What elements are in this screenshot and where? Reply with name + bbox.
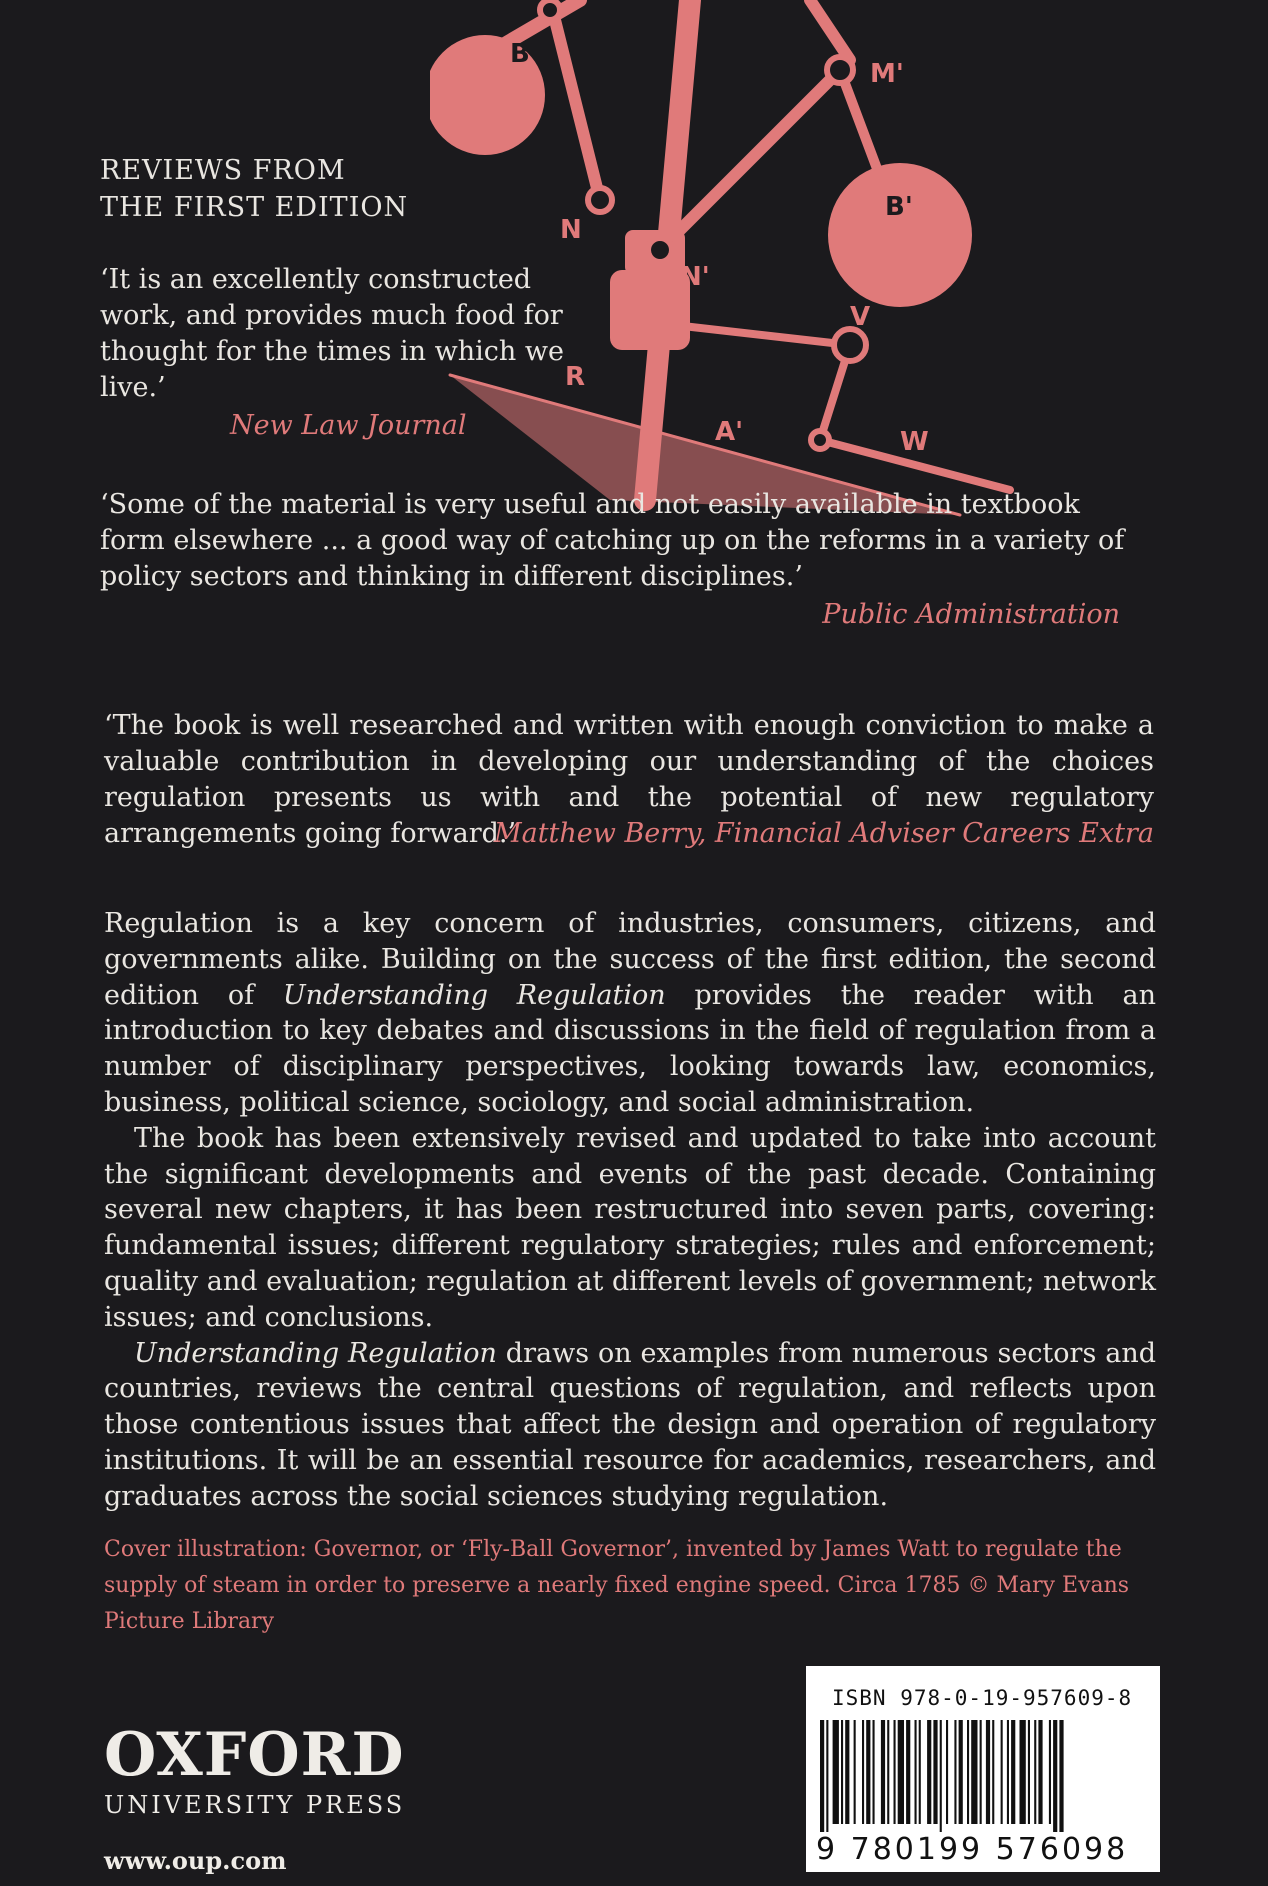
barcode-bar — [927, 1720, 931, 1824]
barcode-bar — [959, 1720, 963, 1824]
label-n-prime: N' — [680, 262, 710, 292]
review-quote: ‘The book is well researched and written with enough conviction to make a valuable contribution in developing our understanding of the choices regulation presents us with and the potential of new regulatory arrangements going forward.’ — [104, 710, 1154, 849]
barcode-bar — [887, 1720, 889, 1824]
publisher-name: OXFORD — [104, 1720, 405, 1790]
barcode-bar — [1053, 1720, 1057, 1832]
reviews-heading-line-2: THE FIRST EDITION — [100, 192, 409, 223]
barcode-bar — [1038, 1720, 1042, 1824]
label-m-prime: M' — [870, 59, 904, 89]
barcode-bar — [1049, 1720, 1051, 1824]
barcode-bar — [986, 1720, 990, 1824]
review-source: Matthew Berry, Financial Adviser Careers Extra — [493, 818, 1154, 849]
barcode-bar — [980, 1720, 982, 1824]
label-r: R — [565, 362, 586, 392]
barcode-bar — [915, 1720, 917, 1824]
barcode-bar — [940, 1720, 942, 1832]
description-text: Regulation is a key concern of industries, consumers, citizens, and governments alike. Building on the success of the first edition, the second edition of — [104, 908, 1156, 1011]
oxford-logo — [104, 1722, 405, 1820]
barcode-bar — [881, 1720, 885, 1824]
review-quote: ‘Some of the material is very useful and not easily available in textbook form elsewhere ... a good way of catching up on the reforms in a variety of policy sectors and thinking in different disciplines.’ — [100, 489, 1125, 592]
barcode-bar — [919, 1720, 921, 1824]
label-b: B — [510, 39, 530, 69]
review-new-law-journal — [100, 262, 570, 444]
label-w: W — [900, 427, 929, 457]
review-public-administration — [100, 487, 1150, 633]
label-n: N — [560, 215, 582, 245]
barcode-bar — [845, 1720, 849, 1824]
barcode-bar — [1007, 1720, 1009, 1824]
barcode-bar — [1001, 1720, 1003, 1824]
cover-illustration-credit: Cover illustration: Governor, or ‘Fly-Ball Governor’, invented by James Watt to regulate the supply of steam in order to preserve a nearly fixed engine speed. Circa 1785 © Mary Evans Picture Library — [104, 1537, 1130, 1634]
isbn-barcode — [806, 1666, 1160, 1872]
description-text: provides the reader with an introduction to key debates and discussions in the field of regulation from a number of disciplinary perspectives, looking towards law, economics, business, political science, sociology, and social administration. — [104, 979, 1156, 1118]
book-description — [104, 906, 1156, 1515]
label-v: V — [850, 302, 871, 332]
publisher-url: www.oup.com — [104, 1846, 287, 1875]
reviews-heading — [100, 152, 408, 226]
barcode-bar — [873, 1720, 875, 1824]
barcode-bar — [854, 1720, 856, 1824]
barcode-bar — [826, 1720, 828, 1832]
barcode-bar — [971, 1720, 977, 1824]
review-source: New Law Journal — [230, 410, 467, 441]
isbn-label: ISBN 978-0-19-957609-8 — [832, 1686, 1133, 1710]
description-paragraph-2: The book has been extensively revised and updated to take into account the significant developments and events of the past decade. Containing several new chapters, it has been restructured into seven parts, covering: fundamental issues; different regulatory strategies; rules and enforcement; quality and evaluation; regulation at different levels of government; network issues; and conclusions. — [104, 1122, 1156, 1333]
description-text: draws on examples from numerous sectors and countries, reviews the central questions of regulation, and reflects upon those contentious issues that affect the design and operation of regulatory institutions. It will be an essential resource for academics, researchers, and graduates across the social sciences studying regulation. — [104, 1337, 1156, 1512]
barcode-bar — [820, 1720, 824, 1832]
barcode-bar — [841, 1720, 843, 1824]
barcode-bars — [820, 1720, 1146, 1832]
label-a-prime: A' — [715, 417, 744, 447]
barcode-bar — [933, 1720, 937, 1824]
barcode-bar — [967, 1720, 969, 1824]
barcode-bar — [898, 1720, 904, 1824]
description-paragraph-1 — [104, 906, 1156, 1121]
barcode-digits: 9 780199 576098 — [816, 1832, 1129, 1867]
barcode-bar — [946, 1720, 948, 1824]
review-source: Public Administration — [822, 599, 1120, 630]
barcode-bar — [1028, 1720, 1030, 1824]
barcode-bar — [954, 1720, 956, 1824]
barcode-bar — [862, 1720, 864, 1824]
barcode-bar — [1020, 1720, 1026, 1824]
description-paragraph-3 — [104, 1336, 1156, 1515]
book-title: Understanding Regulation — [134, 1337, 497, 1369]
review-matthew-berry — [104, 708, 1154, 852]
reviews-heading-line-1: REVIEWS FROM — [100, 155, 346, 186]
barcode-bar — [1011, 1720, 1015, 1824]
label-b-prime: B' — [885, 192, 913, 222]
book-title: Understanding Regulation — [282, 979, 666, 1011]
barcode-bar — [894, 1720, 896, 1824]
publisher-subtitle: UNIVERSITY PRESS — [104, 1791, 406, 1819]
barcode-bar — [992, 1720, 994, 1824]
review-quote: ‘It is an excellently constructed work, and provides much food for thought for the times in which we live.’ — [100, 264, 564, 403]
barcode-bar — [833, 1720, 839, 1824]
barcode-bar — [1034, 1720, 1036, 1824]
barcode-bar — [1059, 1720, 1063, 1832]
barcode-bar — [866, 1720, 870, 1824]
barcode-bar — [906, 1720, 910, 1824]
